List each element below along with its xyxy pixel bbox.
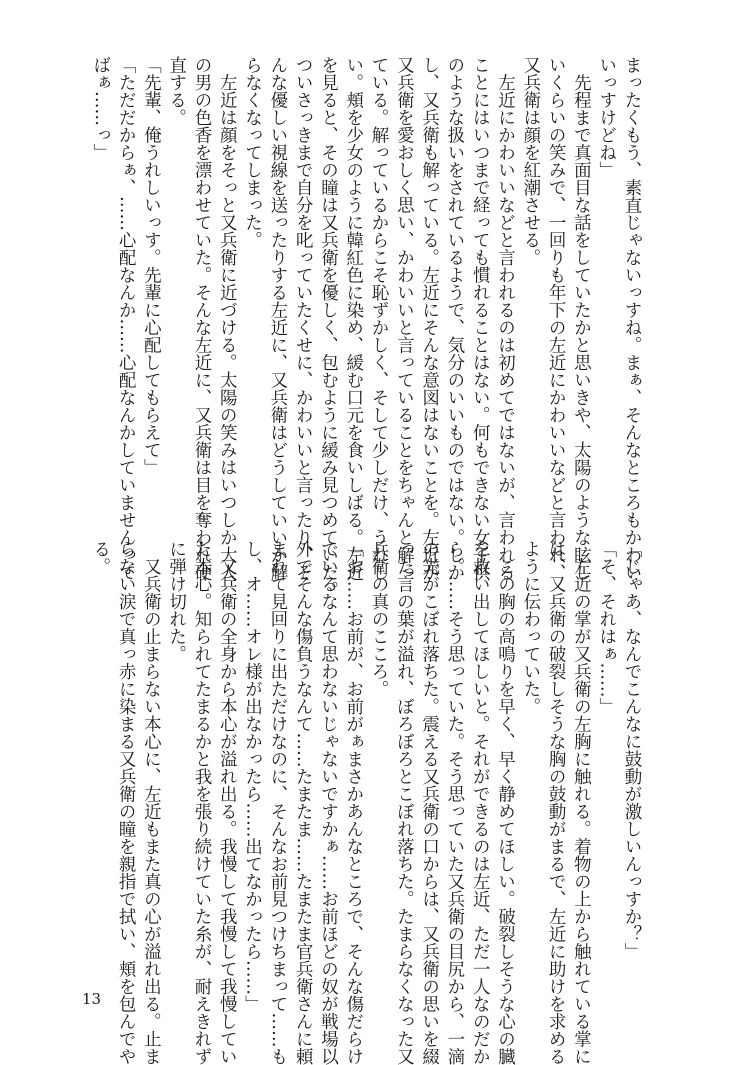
text-line: 直する。 <box>166 56 187 126</box>
text-line: に弾け切れた。 <box>166 540 187 663</box>
text-line: まれて見回りに出ただけなのに、そんなお前見つけちまって……も <box>267 540 288 1065</box>
text-line: 左近にかわいいなどと言われるのは初めてではないが、言われる <box>495 56 516 581</box>
text-line: ている。解っているからこそ恥ずかしく、そして少しだけ、うれし <box>369 56 390 581</box>
text-line: この胸の高鳴りを早く、早く静めてほしい。破裂しそうな心の臓 <box>495 540 516 1065</box>
text-line: 外でそんな傷負うなんて……たまたま……たまたま官兵衛さんに頼 <box>293 540 314 1065</box>
text-line: 「じゃあ、なんでこんなに鼓動が激しいんっすか？」 <box>622 540 642 960</box>
text-line: んな優しい視線を送ったりする左近に、又兵衛はどうしていいか解 <box>267 56 288 581</box>
text-line: らない涙で真っ赤に染まる又兵衛の瞳を親指で拭い、頬を包んでや <box>116 540 137 1065</box>
text-line: は、又兵衛の破裂しそうな胸の鼓動がまるで、左近に助けを求める <box>546 540 567 1065</box>
text-line: らなくなってしまった。 <box>242 56 263 249</box>
text-line: 「ただだからぁ、……心配なんか……心配なんかしていませんって <box>116 56 137 581</box>
text-line: 「先輩、俺うれしいっす。先輩に心配してもらえて」 <box>141 56 162 476</box>
text-line: を救い出してほしいと。それができるのは左近、ただ一人なのだか <box>470 540 491 1065</box>
page-number: 13 <box>82 990 102 1008</box>
text-line: 先程まで真面目な話をしていたかと思いきや、太陽のような眩し <box>571 56 592 581</box>
text-line: 「そ、それはぁ……」 <box>596 540 617 715</box>
text-line: ように伝わっていた。 <box>520 540 541 715</box>
text-line: 又兵衛は顔を紅潮させる。 <box>520 56 541 266</box>
text-line: いっすけどね」 <box>596 56 617 179</box>
text-line: の光がこぼれ落ちた。震える又兵衛の口からは、又兵衛の思いを綴 <box>419 540 440 1065</box>
text-line: 又兵衛の全身から本心が溢れ出る。我慢して我慢して我慢してい <box>217 540 238 1065</box>
text-line: た本心。知られてたまるかと我を張り続けていた糸が、耐えきれず <box>191 540 212 1065</box>
text-line: し、オ……オレ様が出なかったら……出てなかったら……」 <box>242 540 263 1013</box>
text-line: 左近の掌が又兵衛の左胸に触れる。着物の上から触れている掌に <box>571 540 592 1065</box>
text-line: る。 <box>90 540 111 575</box>
text-line: いくらいの笑みで、一回りも年下の左近にかわいいなどと言われ、 <box>546 56 567 581</box>
text-line: 「お……お前が、お前がぁまさかあんなところで、そんな傷だらけ <box>343 540 364 1065</box>
text-line: のような扱いをされているようで、気分のいいものではない。しか <box>444 56 465 581</box>
text-line: 又兵衛を愛おしく思い、かわいいと言っていることをちゃんと解っ <box>394 56 415 581</box>
text-line: 兵衛の真のこころ。 <box>369 540 390 698</box>
text-line: ことにはいつまで経っても慣れることはない。何もできない女子供 <box>470 56 491 581</box>
text-line: ばぁ……っ」 <box>90 56 111 161</box>
text-line: し、又兵衛も解っている。左近にそんな意図はないことを。左近が <box>419 56 440 581</box>
text-line: まったくもう、素直じゃないっすね。まぁ、そんなところもかわい <box>622 56 642 581</box>
text-line: い。頬を少女のように韓紅色に染め、緩む口元を食いしばる。左近 <box>343 56 364 581</box>
text-line: でいるなんて思わないじゃないですかぁ……お前ほどの奴が戦場以 <box>318 540 339 1065</box>
text-line: を見ると、その瞳は又兵衛を優しく、包むように緩み見つめていた。 <box>318 56 339 599</box>
text-line: 又兵衛の止まらない本心に、左近もまた真の心が溢れ出る。止ま <box>141 540 162 1065</box>
text-line: ついさっきまで自分を叱っていたくせに、かわいいと言ったり、そ <box>293 56 314 581</box>
text-line: ら。……そう思っていた。そう思っていた又兵衛の目尻から、一滴 <box>444 540 465 1065</box>
text-line: の男の色香を漂わせていた。そんな左近に、又兵衛は目を奪われ硬 <box>191 56 212 581</box>
upper-text-block <box>90 56 644 599</box>
text-line: った言の葉が溢れ、ぼろぼろとこぼれ落ちた。たまらなくなった又 <box>394 540 415 1065</box>
text-line: 左近は顔をそっと又兵衛に近づける。太陽の笑みはいつしか大人 <box>217 56 238 581</box>
